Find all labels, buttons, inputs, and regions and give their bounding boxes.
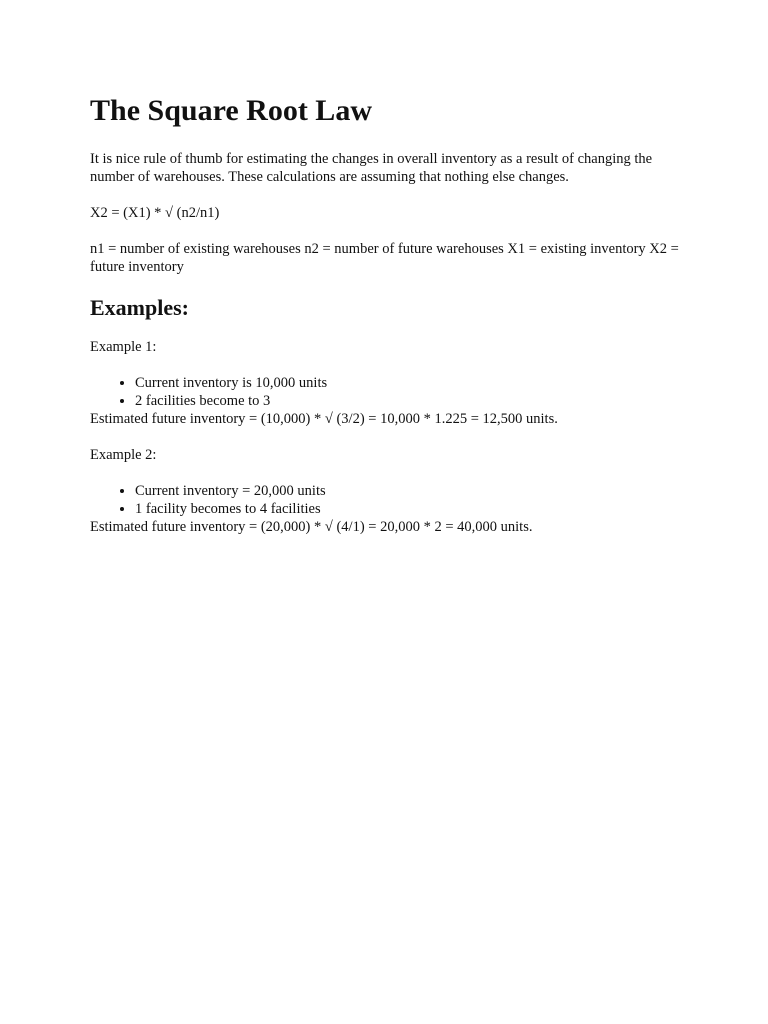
list-item: • 1 facility becomes to 4 facilities [135,500,690,518]
examples-heading: Examples: [90,295,189,320]
example-1-label: Example 1: [90,339,157,355]
variable-definitions: n1 = number of existing warehouses n2 = number of future warehouses X1 = existing inventory X2 = future inventory [90,241,679,275]
example-2-result: Estimated future inventory = (20,000) * √ (4/1) = 20,000 * 2 = 40,000 units. [90,519,533,535]
intro-paragraph: It is nice rule of thumb for estimating the changes in overall inventory as a result of changing the number of warehouses. These calculations are assuming that nothing else changes. [90,151,653,185]
example-1-result: Estimated future inventory = (10,000) * √ (3/2) = 10,000 * 1.225 = 12,500 units. [90,411,558,427]
list-item: • Current inventory = 20,000 units [135,482,690,500]
list-item: • 2 facilities become to 3 [135,392,690,410]
page-title: The Square Root Law [90,94,372,127]
example-1-list [90,374,690,410]
formula: X2 = (X1) * √ (n2/n1) [90,205,220,221]
example-2 [90,446,690,536]
document-page [90,92,690,554]
example-2-label: Example 2: [90,447,157,463]
example-1 [90,338,690,428]
example-2-list [90,482,690,518]
list-item: • Current inventory is 10,000 units [135,374,690,392]
